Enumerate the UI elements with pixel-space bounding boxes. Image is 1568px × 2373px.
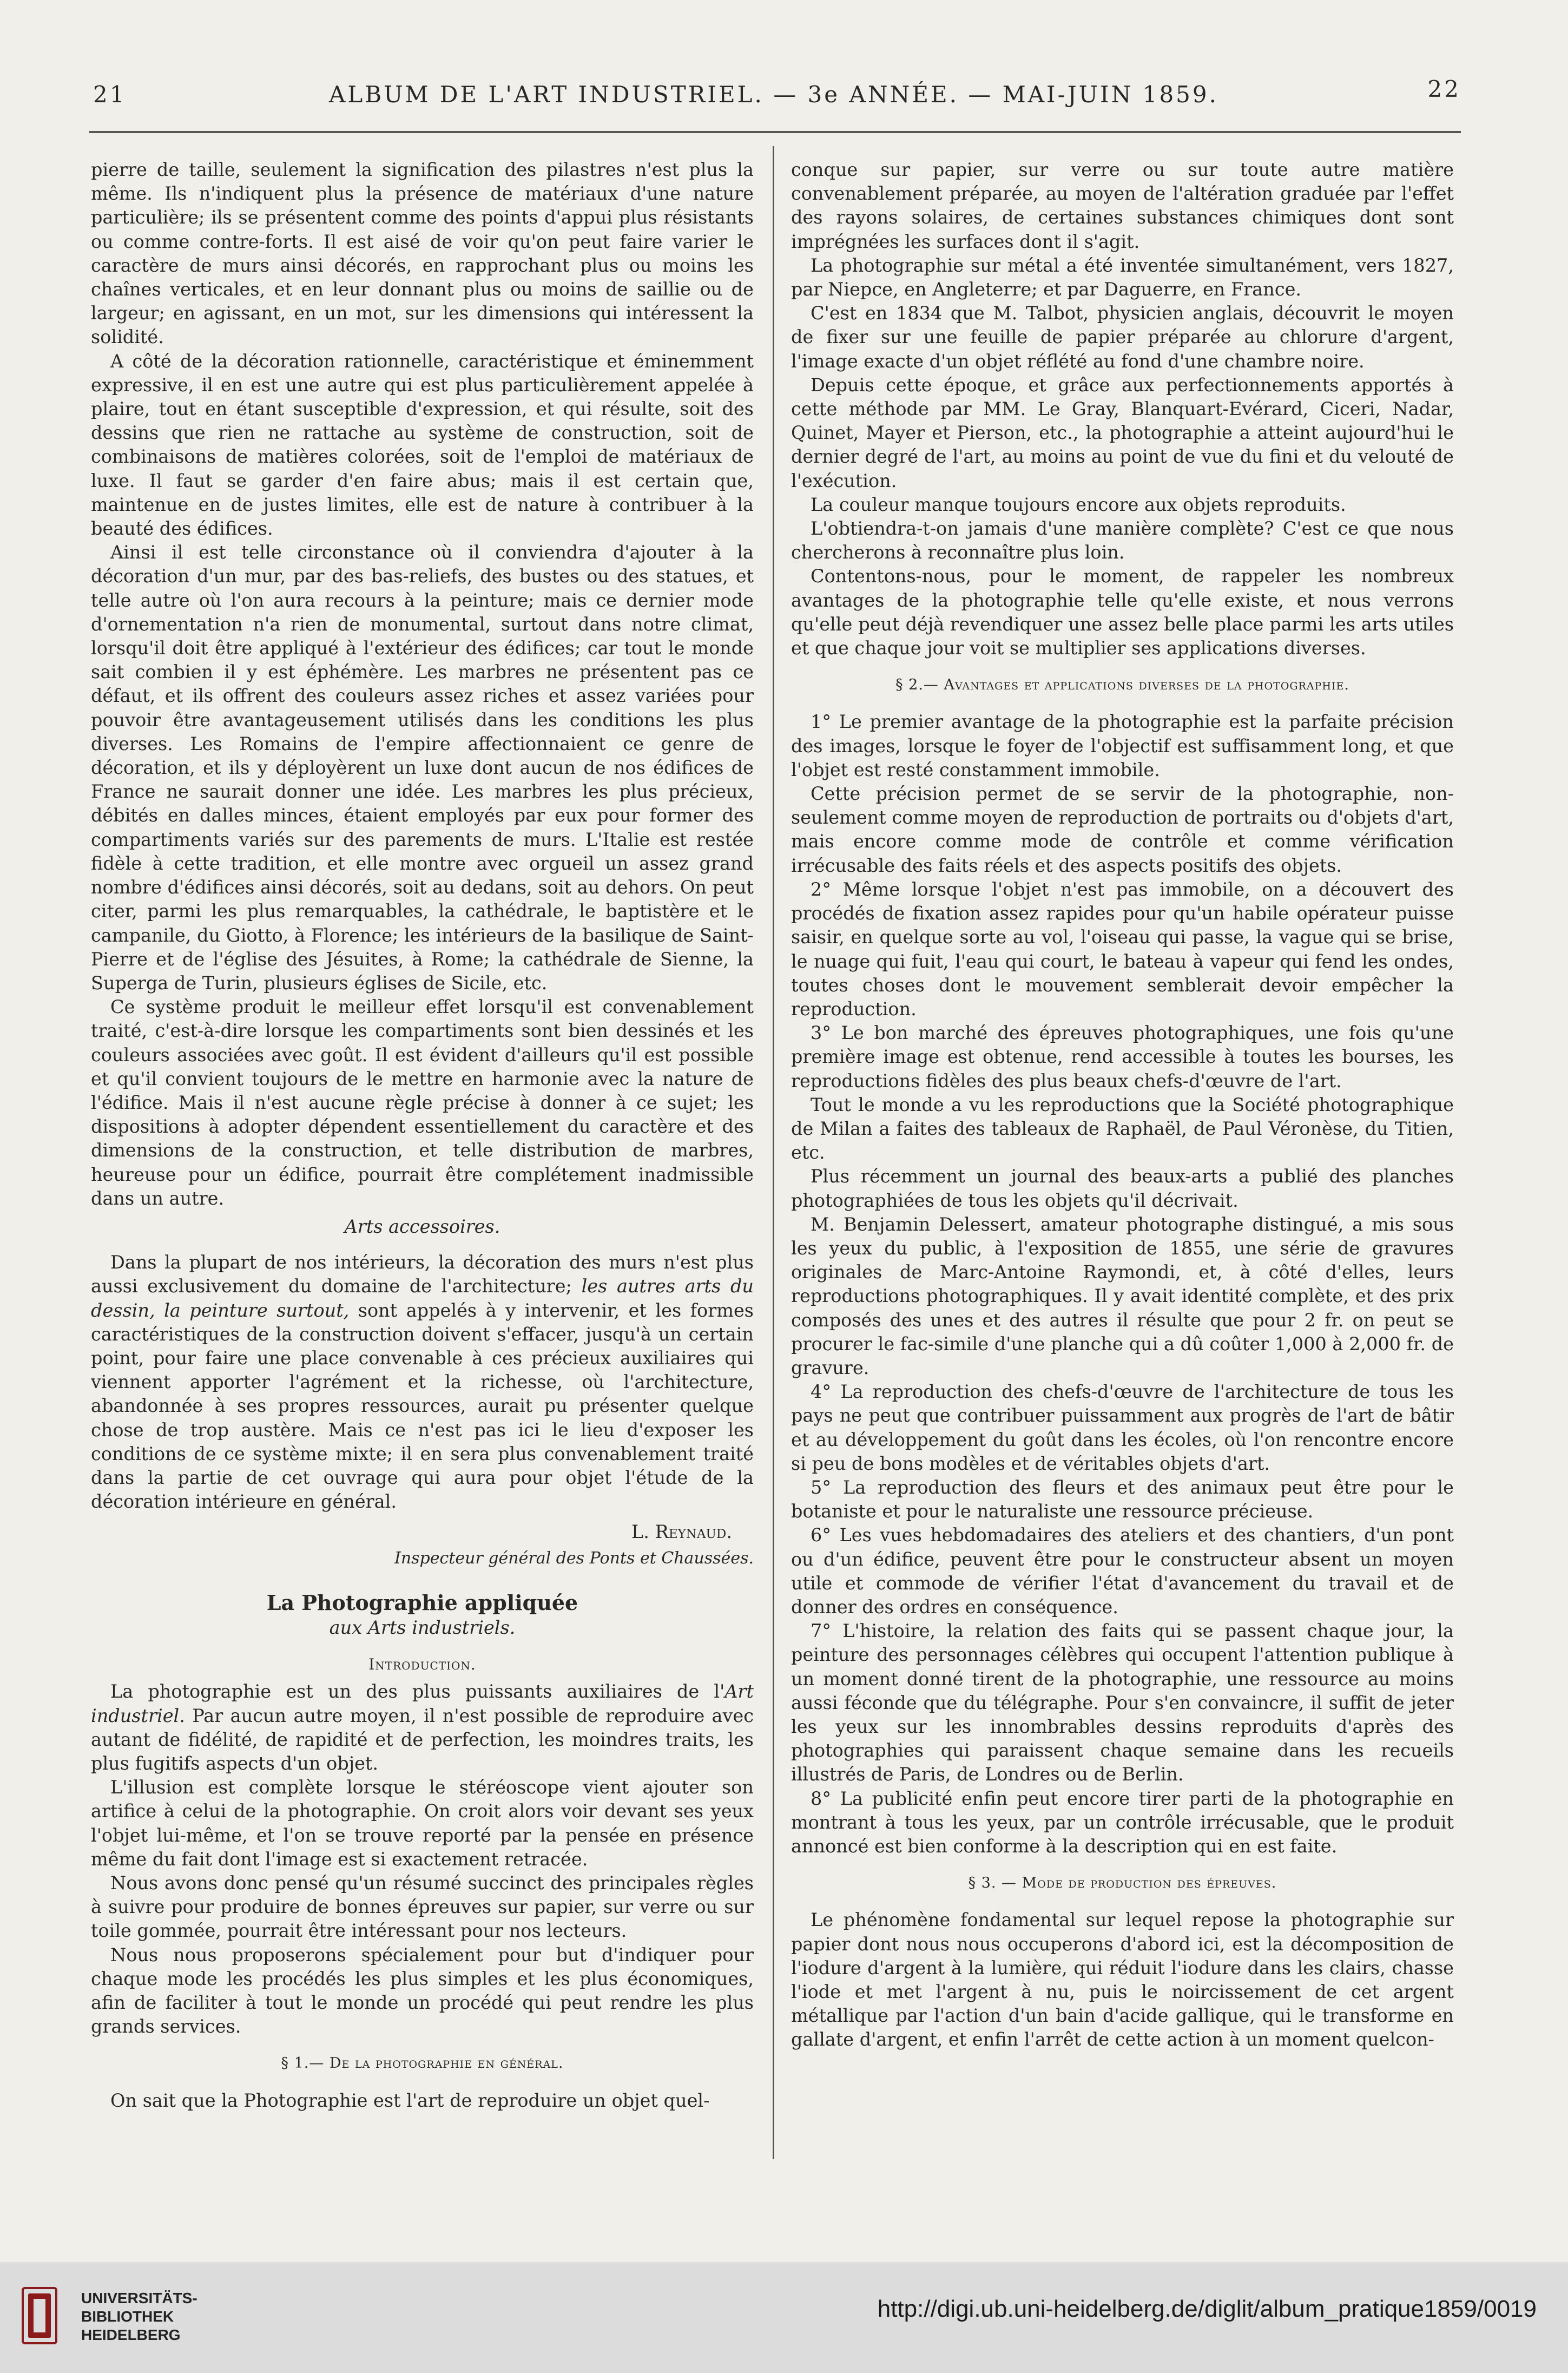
paragraph: 6° Les vues hebdomadaires des ateliers et des chantiers, d'un pont ou d'un édifice, peuvent être pour le constructeur absent un moyen utile et commode de vérifier l'état d'avancement du travail et de donner des ordres en conséquence. [791, 1524, 1454, 1618]
section-heading: § 3. — Mode de production des épreuves. [968, 1875, 1277, 1892]
paragraph: 3° Le bon marché des épreuves photographiques, une fois qu'une première image est obtenue, rend accessible à toutes les bourses, les reproductions fidèles des plus beaux chefs-d'œuvre de l'art. [791, 1022, 1454, 1092]
paragraph: 5° La reproduction des fleurs et des animaux peut être pour le botaniste et pour le naturaliste une ressource précieuse. [791, 1476, 1454, 1522]
paragraph [91, 1680, 754, 1776]
paragraph: A côté de la décoration rationnelle, caractéristique et éminemment expressive, il en est une autre qui est plus particulièrement appelée à plaire, tout en étant susceptible d'expression, et qui résulte, soit des dessins que rien ne rattache au système de construction, soit de combinaisons de matières colorées, soit de l'emploi de matériaux de luxe. Il faut se garder d'en faire abus; mais il est certain que, maintenue en de justes limites, elle est de nature à contribuer à la beauté des édifices. [91, 350, 754, 540]
paragraph [91, 1251, 754, 1514]
italic-run: Art industriel [91, 1681, 754, 1726]
article-title: La Photographie appliquée [266, 1590, 578, 1615]
paragraph: conque sur papier, sur verre ou sur toute autre matière convenablement préparée, au moyen de l'altération graduée par l'effet des rayons solaires, de certaines substances chimiques dont sont imprégnées les surfaces dont il s'agit. [791, 159, 1454, 252]
page-number-left: 21 [93, 81, 127, 108]
intro-label: Introduction. [368, 1655, 476, 1674]
institution-line: BIBLIOTHEK [81, 2308, 174, 2325]
paragraph: La photographie sur métal a été inventée simultanément, vers 1827, par Niepce, en Angleterre; et par Daguerre, en France. [791, 254, 1454, 300]
right-column [791, 158, 1454, 2160]
column-divider [773, 146, 774, 2159]
left-column [91, 158, 754, 2160]
paragraph: L'illusion est complète lorsque le stéréoscope vient ajouter son artifice à celui de la photographie. On croit alors voir devant ses yeux l'objet lui-même, et l'on se trouve reporté par la pensée en présence même du fait dont l'image est si exactement retracée. [91, 1777, 754, 1870]
paragraph: Nous nous proposerons spécialement pour but d'indiquer pour chaque mode les procédés les plus simples et les plus économiques, afin de faciliter à tout le monde un procédé qui peut rendre les plus grands services. [91, 1944, 754, 2037]
paragraph: 2° Même lorsque l'objet n'est pas immobile, on a découvert des procédés de fixation assez rapides pour qu'un habile opérateur puisse saisir, en quelque sorte au vol, l'oiseau qui passe, la vague qui se brise, le nuage qui fuit, l'eau qui court, le bateau à vapeur qui fend les ondes, toutes choses dont le mouvement semblerait devoir empêcher la reproduction. [791, 878, 1454, 1020]
text-run: Dans la plupart de nos intérieurs, la décoration des murs n'est plus aussi exclusivement du domaine de l'architecture; [91, 1252, 754, 1297]
paragraph: Nous avons donc pensé qu'un résumé succinct des principales règles à suivre pour produire de bonnes épreuves sur papier, sur verre ou sur toile gommée, pourrait être intéressant pour nos lecteurs. [91, 1872, 754, 1942]
paragraph: Ainsi il est telle circonstance où il conviendra d'ajouter à la décoration d'un mur, par des bas-reliefs, des bustes ou des statues, et telle autre où l'on aura recours à la peinture; mais ce dernier mode d'ornementation n'a rien de monumental, surtout dans notre climat, lorsqu'il doit être appliqué à l'extérieur des édifices; car tout le monde sait combien il y est éphémère. Les marbres ne présentent pas ce défaut, et ils offrent des couleurs assez riches et assez variées pour pouvoir être avantageusement utilisés dans les conditions les plus diverses. Les Romains de l'empire affectionnaient ce genre de décoration, et ils y déployèrent un luxe dont aucun de nos édifices de France ne saurait donner une idée. Les marbres les plus précieux, débités en dalles minces, étaient employés par eux pour former des compartiments variés sur des parements de murs. L'Italie est restée fidèle à cette tradition, et elle montre avec orgueil un assez grand nombre d'édifices ainsi décorés, soit au dedans, soit au dehors. On peut citer, parmi les plus remarquables, la cathédrale, le baptistère et le campanile, du Giotto, à Florence; les intérieurs de la basilique de Saint-Pierre et de l'église des Jésuites, à Rome; la cathédrale de Sienne, la Superga de Turin, plusieurs églises de Sicile, etc. [91, 542, 754, 994]
paragraph: Contentons-nous, pour le moment, de rappeler les nombreux avantages de la photographie telle qu'elle existe, et nous verrons qu'elle peut déjà revendiquer une assez belle place parmi les arts utiles et que chaque jour voit se multiplier ses applications diverses. [791, 566, 1454, 659]
header-rule [89, 131, 1461, 133]
paragraph: On sait que la Photographie est l'art de reproduire un objet quel- [110, 2089, 710, 2111]
institution-line: UNIVERSITÄTS- [81, 2290, 197, 2306]
paragraph: 7° L'histoire, la relation des faits qui se passent chaque jour, la peinture des personnages célèbres qui occupent l'attention publique à un moment donné tirent de la photographie, une ressource au moins aussi féconde que du télégraphe. Pour s'en convaincre, il suffit de jeter les yeux sur les innombrables dessins reproduits d'après des photographies qui paraissent chaque semaine dans les recueils illustrés de Paris, de Londres ou de Berlin. [791, 1620, 1454, 1785]
page-number-right: 22 [1427, 76, 1461, 102]
paragraph: Le phénomène fondamental sur lequel repose la photographie sur papier dont nous nous occuperons d'abord ici, est la décomposition de l'iodure d'argent à la lumière, qui réduit l'iodure dans les clairs, chasse l'iode et met l'argent à nu, puis le noircissement de cet argent métallique par l'action d'un bain d'acide gallique, qui le transforme en gallate d'argent, et enfin l'arrêt de cette action à un moment quelcon- [791, 1909, 1454, 2050]
section-subheading: Arts accessoires. [344, 1215, 500, 1237]
paragraph: Cette précision permet de se servir de la photographie, non-seulement comme moyen de reproduction de portraits ou d'objets d'art, mais encore comme mode de contrôle et comme vérification irrécusable des faits réels et des aspects positifs des objets. [791, 783, 1454, 876]
author-signature: L. Reynaud. [631, 1521, 732, 1543]
paragraph: Ce système produit le meilleur effet lorsqu'il est convenablement traité, c'est-à-dire lorsque les compartiments sont bien dessinés et les couleurs associées avec goût. Il est évident d'ailleurs qu'il est possible et qu'il convient toujours de le mettre en harmonie avec la nature de l'édifice. Mais il n'est aucune règle précise à donner à ce sujet; les dispositions à adopter dépendent essentiellement du caractère et des dimensions de la construction, et telle distribution de marbres, heureuse pour un édifice, pourrait être complétement inadmissible dans un autre. [91, 996, 754, 1209]
paragraph: Plus récemment un journal des beaux-arts a publié des planches photographiées de tous les objets qu'il décrivait. [791, 1166, 1454, 1211]
paragraph: L'obtiendra-t-on jamais d'une manière complète? C'est ce que nous chercherons à reconnaître plus loin. [791, 518, 1454, 563]
permalink[interactable]: http://digi.ub.uni-heidelberg.de/diglit/album_pratique1859/0019 [877, 2296, 1537, 2322]
paragraph: 8° La publicité enfin peut encore tirer parti de la photographie en montrant à tous les yeux, par un contrôle irrécusable, que le produit annoncé est bien conforme à la description qui en est faite. [791, 1787, 1454, 1857]
text-run: . Par aucun autre moyen, il n'est possible de reproduire avec autant de fidélité, de rapidité et de perfection, les moindres traits, les plus fugitifs aspects d'un objet. [91, 1705, 754, 1774]
university-seal-icon [21, 2286, 58, 2345]
paragraph: Tout le monde a vu les reproductions que la Société photographique de Milan a faites des tableaux de Raphaël, de Paul Véronèse, du Titien, etc. [791, 1094, 1454, 1164]
journal-title: ALBUM DE L'ART INDUSTRIEL. — 3e ANNÉE. — MAI-JUIN 1859. [329, 81, 1218, 108]
institution-name [81, 2289, 197, 2344]
section-heading: § 2.— Avantages et applications diverses de la photographie. [895, 676, 1349, 694]
paragraph: pierre de taille, seulement la signification des pilastres n'est plus la même. Ils n'indiquent plus la présence de matériaux d'une nature particulière; ils se présentent comme des points d'appui plus résistants ou comme contre-forts. Il est aisé de voir qu'on peut faire varier le caractère de murs ainsi décorés, en rapprochant plus ou moins les chaînes verticales, et en leur donnant plus ou moins de saillie ou de largeur; en agissant, en un mot, sur les dimensions qui intéressent la solidité. [91, 159, 754, 348]
text-run: sont appelés à y intervenir, et les formes caractéristiques de la construction doivent s'effacer, jusqu'à un certain point, pour faire une place convenable à ces précieux auxiliaires qui viennent apporter l'agrément et la richesse, où l'architecture, abandonnée à ses propres ressources, aurait pu présenter quelque chose de trop austère. Mais ce n'est pas ici le lieu d'exposer les conditions de ce système mixte; il en sera plus convenablement traité dans la partie de cet ouvrage qui aura pour objet l'étude de la décoration intérieure en général. [91, 1299, 754, 1513]
running-head [87, 76, 1461, 108]
paragraph: La couleur manque toujours encore aux objets reproduits. [811, 494, 1346, 515]
library-footer [0, 2262, 1568, 2373]
paragraph: C'est en 1834 que M. Talbot, physicien anglais, découvrit le moyen de fixer sur une feuille de papier préparée au chlorure d'argent, l'image exacte d'un objet réflété au fond d'une chambre noire. [791, 303, 1454, 372]
text-run: La photographie est un des plus puissants auxiliaires de l' [110, 1681, 725, 1702]
paragraph: 4° La reproduction des chefs-d'œuvre de l'architecture de tous les pays ne peut que contribuer puissamment aux progrès de l'art de bâtir et au développement du goût dans les écoles, où l'on rencontre encore si peu de bons modèles et de véritables objets d'art. [791, 1381, 1454, 1474]
section-heading: § 1.— De la photographie en général. [281, 2055, 564, 2072]
paragraph: M. Benjamin Delessert, amateur photographe distingué, a mis sous les yeux du public, à l'exposition de 1855, une série de gravures originales de Marc-Antoine Raymondi, et, à côté d'elles, leurs reproductions photographiques. Il y avait identité complète, et des prix composés des unes et des autres il résulte que pour 2 fr. on peut se procurer le fac-simile d'une planche qui a dû coûter 1,000 à 2,000 fr. de gravure. [791, 1213, 1454, 1378]
institution-line: HEIDELBERG [81, 2326, 181, 2343]
author-title: Inspecteur général des Ponts et Chaussées. [394, 1548, 754, 1568]
article-subtitle: aux Arts industriels. [329, 1616, 516, 1638]
italic-run: les autres arts du dessin, la peinture surtout, [91, 1276, 754, 1321]
paragraph: Depuis cette époque, et grâce aux perfectionnements apportés à cette méthode par MM. Le Gray, Blanquart-Evérard, Ciceri, Nadar, Quinet, Mayer et Pierson, etc., la photographie a atteint aujourd'hui le dernier degré de l'art, au moins au point de vue du fini et du velouté de l'exécution. [791, 374, 1454, 491]
paragraph: 1° Le premier avantage de la photographie est la parfaite précision des images, lorsque le foyer de l'objectif est suffisamment long, et que l'objet est resté constamment immobile. [791, 711, 1454, 780]
